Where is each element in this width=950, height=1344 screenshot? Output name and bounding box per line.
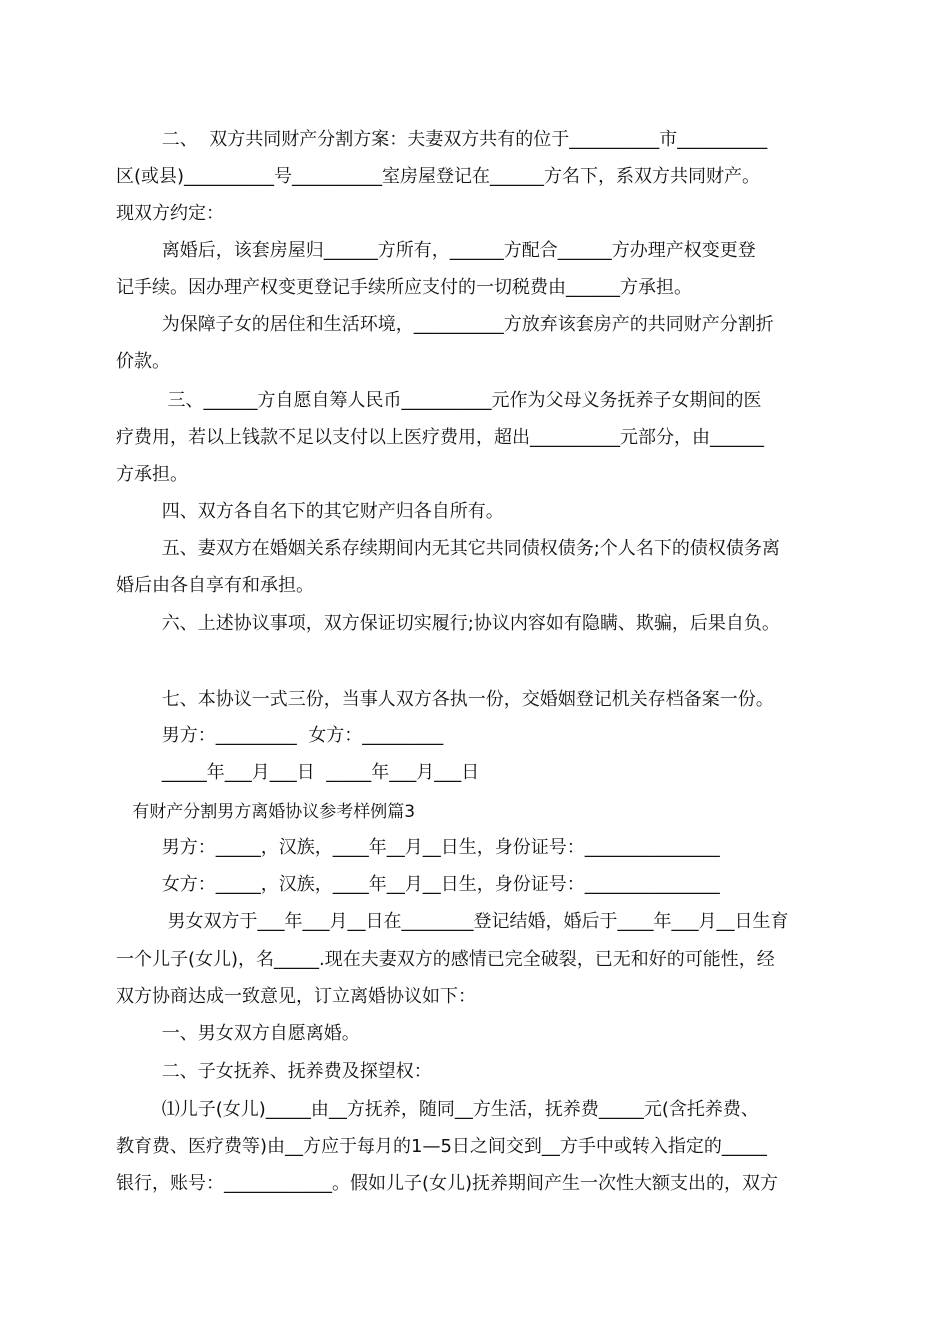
text-line: 价款。 bbox=[116, 351, 170, 372]
text-line: 一、男女双方自愿离婚。 bbox=[116, 1023, 360, 1044]
text-line: 离婚后，该套房屋归______方所有，______方配合______方办理产权变更登 bbox=[116, 240, 756, 261]
text-line: 五、妻双方在婚姻关系存续期间内无其它共同债权债务;个人名下的债权债务离 bbox=[116, 538, 780, 559]
text-line: 银行，账号：____________。假如儿子(女儿)抚养期间产生一次性大额支出的，双方 bbox=[116, 1173, 779, 1194]
text-line: 方承担。 bbox=[116, 464, 188, 485]
text-line: 女方：_____，汉族，____年__月__日生，身份证号：_______________ bbox=[116, 874, 720, 895]
text-line: 一个儿子(女儿)，名_____.现在夫妻双方的感情已完全破裂，已无和好的可能性，经 bbox=[116, 949, 775, 970]
text-line: 二、子女抚养、抚养费及探望权： bbox=[116, 1061, 432, 1082]
text-line: 六、上述协议事项，双方保证切实履行;协议内容如有隐瞒、欺骗，后果自负。 bbox=[116, 613, 780, 634]
section-title: 有财产分割男方离婚协议参考样例篇3 bbox=[116, 802, 416, 822]
text-line: 现双方约定： bbox=[116, 203, 224, 224]
text-line: 教育费、医疗费等)由__方应于每月的1—5日之间交到__方手中或转入指定的_____ bbox=[116, 1136, 767, 1157]
text-line: 三、______方自愿自筹人民币__________元作为父母义务抚养子女期间的医 bbox=[116, 390, 762, 411]
text-line: 双方协商达成一致意见，订立离婚协议如下： bbox=[116, 986, 476, 1007]
text-line: 男女双方于___年___月__日在________登记结婚，婚后于____年___月__日生育 bbox=[116, 911, 789, 932]
text-line: 男方：_____，汉族，____年__月__日生，身份证号：_______________ bbox=[116, 837, 720, 858]
text-line: ⑴儿子(女儿)_____由__方抚养，随同__方生活，抚养费_____元(含托养费、 bbox=[116, 1099, 759, 1120]
text-line: 记手续。因办理产权变更登记手续所应支付的一切税费由______方承担。 bbox=[116, 277, 692, 298]
text-line: 为保障子女的居住和生活环境，__________方放弃该套房产的共同财产分割折 bbox=[116, 314, 774, 335]
text-line: 七、本协议一式三份，当事人双方各执一份，交婚姻登记机关存档备案一份。 bbox=[116, 689, 774, 710]
text-line: 婚后由各自享有和承担。 bbox=[116, 575, 314, 596]
signature-line: 男方：_________ 女方：_________ bbox=[116, 725, 444, 746]
text-line: 四、双方各自名下的其它财产归各自所有。 bbox=[116, 501, 504, 522]
text-line: 二、 双方共同财产分割方案：夫妻双方共有的位于__________市__________ bbox=[116, 129, 768, 150]
text-line: 区(或县)__________号__________室房屋登记在______方名下，系双方共同财产。 bbox=[116, 166, 761, 187]
text-line: 疗费用，若以上钱款不足以支付以上医疗费用，超出__________元部分，由______ bbox=[116, 427, 764, 448]
date-line: _____年___月___日 _____年___月___日 bbox=[116, 762, 480, 783]
